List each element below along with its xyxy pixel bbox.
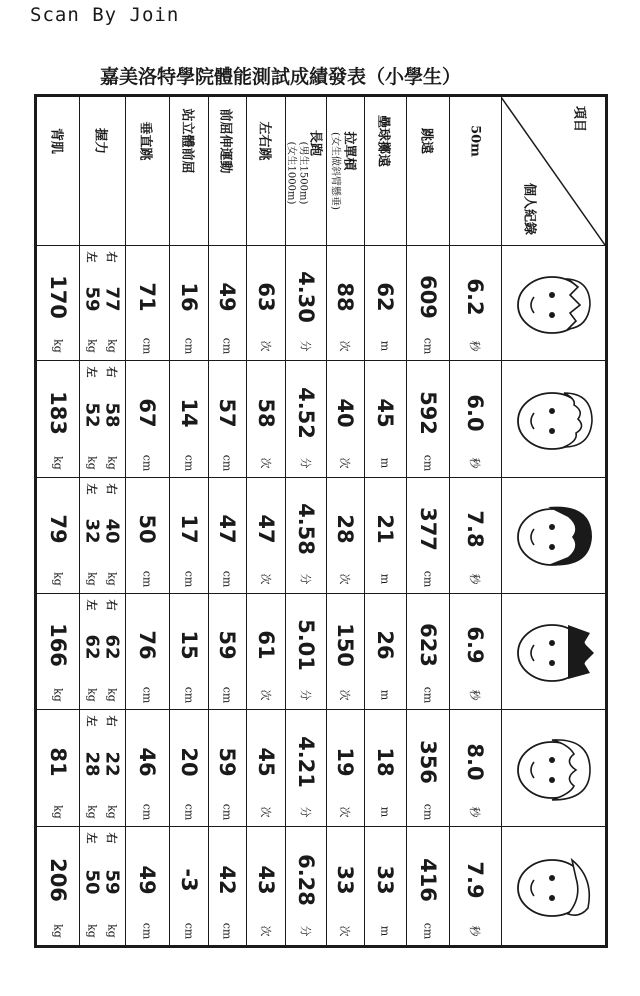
result-unit: 次	[258, 925, 272, 937]
result-cell	[125, 477, 169, 593]
grip-left-unit: kg	[85, 339, 99, 353]
result-unit: kg	[51, 924, 65, 938]
header-corner-cell	[501, 97, 605, 245]
grip-right-unit: kg	[105, 339, 119, 353]
result-cell	[406, 826, 449, 945]
result-unit: 次	[338, 925, 351, 937]
result-unit: 次	[338, 457, 351, 469]
grip-right-label: 右	[105, 715, 118, 727]
student-face-cell	[501, 709, 605, 826]
result-value: 150	[333, 623, 357, 667]
result-cell	[285, 245, 326, 360]
item-label: 握力	[92, 127, 108, 155]
result-value: 88	[333, 281, 357, 312]
result-cell	[364, 593, 406, 709]
student-face-cell	[501, 245, 605, 360]
result-value: 7.9	[463, 860, 487, 899]
grip-right-value: 62	[101, 634, 123, 660]
result-value: 50	[135, 514, 159, 544]
item-label: 跳遠	[418, 127, 433, 155]
result-cell	[37, 826, 79, 945]
result-unit: cm	[421, 337, 434, 355]
grip-left-value: 52	[81, 401, 103, 428]
item-label-sub: (男生1500m)	[297, 141, 308, 205]
result-unit: kg	[51, 572, 65, 586]
result-value: 19	[333, 746, 357, 777]
result-unit: cm	[140, 686, 154, 704]
result-cell	[37, 477, 79, 593]
result-unit: cm	[220, 922, 234, 940]
student-4-face	[508, 613, 598, 693]
result-cell	[125, 593, 169, 709]
result-unit: 次	[338, 340, 351, 352]
result-unit: 次	[338, 573, 351, 585]
result-unit: 秒	[468, 573, 481, 585]
grip-left-label: 左	[85, 599, 98, 611]
result-unit: cm	[182, 803, 195, 821]
result-cell	[125, 709, 169, 826]
result-cell	[169, 477, 208, 593]
result-unit: 次	[338, 689, 351, 701]
item-label-sub: (女生做斜臂懸垂)	[329, 132, 341, 210]
result-cell	[406, 477, 449, 593]
result-value: 4.30	[293, 270, 318, 323]
grip-right-value: 58	[101, 401, 123, 428]
grip-left-value: 59	[81, 285, 103, 312]
result-value: 5.01	[293, 619, 318, 671]
result-cell	[364, 709, 406, 826]
result-unit: kg	[51, 805, 65, 819]
item-label: 拉單槓	[341, 131, 357, 171]
result-unit: 分	[298, 340, 312, 352]
result-cell	[125, 826, 169, 945]
result-unit: 次	[258, 573, 272, 585]
result-value: 46	[135, 746, 159, 777]
result-cell	[364, 360, 406, 477]
student-2-face	[508, 381, 598, 461]
grip-left-unit: kg	[85, 924, 99, 938]
result-value: 76	[135, 630, 159, 660]
item-label-cell	[326, 97, 364, 245]
result-unit: 秒	[468, 457, 481, 469]
result-value: 17	[176, 514, 201, 544]
result-unit: 次	[258, 340, 272, 352]
item-label: 長跑	[307, 129, 322, 157]
grip-left-value: 32	[81, 518, 103, 544]
grip-right-label: 右	[105, 832, 118, 844]
result-value: 59	[215, 630, 239, 660]
result-value: 57	[215, 397, 239, 428]
result-value: 623	[415, 623, 440, 667]
result-value: 6.2	[463, 277, 487, 316]
item-label: 背肌	[48, 127, 64, 155]
result-value: 15	[176, 630, 201, 660]
grip-left-unit: kg	[85, 805, 99, 819]
page-title: 嘉美洛特學院體能測試成績發表（小學生）	[100, 66, 462, 88]
student-3-face	[508, 497, 598, 577]
result-cell	[79, 245, 125, 360]
item-label: 左右跳	[256, 121, 271, 161]
result-cell	[169, 593, 208, 709]
result-unit: cm	[182, 922, 195, 940]
grip-left-label: 左	[85, 483, 98, 495]
result-cell	[246, 245, 285, 360]
result-value: 4.52	[293, 386, 318, 439]
item-label: 站立體前屈	[179, 108, 194, 174]
item-label-cell	[406, 97, 449, 245]
item-label-cell	[285, 97, 326, 245]
result-value: 356	[415, 739, 440, 784]
result-unit: cm	[220, 454, 234, 472]
student-face-cell	[501, 360, 605, 477]
result-unit: cm	[182, 686, 195, 704]
result-cell	[79, 826, 125, 945]
student-6-face	[508, 848, 598, 928]
result-unit: 秒	[468, 689, 481, 701]
result-unit: m	[378, 806, 392, 818]
grip-right-value: 40	[101, 518, 123, 544]
result-unit: cm	[182, 570, 195, 588]
result-unit: cm	[220, 570, 234, 588]
result-value: 8.0	[463, 742, 487, 781]
item-label-cell	[125, 97, 169, 245]
result-value: 40	[333, 397, 357, 428]
result-value: 42	[215, 864, 239, 895]
result-cell	[285, 360, 326, 477]
result-cell	[449, 709, 501, 826]
grip-left-label: 左	[85, 832, 98, 844]
result-value: 7.8	[463, 510, 487, 548]
result-unit: 分	[298, 689, 312, 701]
result-cell	[449, 245, 501, 360]
result-unit: cm	[182, 454, 195, 472]
result-unit: cm	[421, 686, 434, 704]
item-label: 前屈伸運動	[217, 108, 233, 174]
result-unit: 次	[258, 457, 272, 469]
result-cell	[326, 826, 364, 945]
result-cell	[285, 826, 326, 945]
result-value: 59	[215, 746, 239, 777]
result-value: 26	[373, 630, 397, 660]
result-cell	[169, 245, 208, 360]
result-unit: m	[378, 925, 392, 937]
grip-left-label: 左	[85, 715, 98, 727]
grip-left-value: 28	[81, 750, 103, 777]
item-label-cell	[37, 97, 79, 245]
result-value: 206	[46, 857, 70, 902]
result-cell	[326, 709, 364, 826]
result-cell	[449, 360, 501, 477]
result-unit: cm	[220, 337, 234, 355]
result-cell	[449, 826, 501, 945]
result-cell	[79, 709, 125, 826]
grip-right-label: 右	[105, 251, 118, 263]
result-cell	[169, 360, 208, 477]
result-unit: m	[378, 340, 392, 352]
result-unit: cm	[421, 454, 434, 472]
result-value: 81	[46, 746, 70, 777]
result-value: 63	[253, 281, 278, 312]
grip-left-unit: kg	[85, 456, 99, 470]
result-unit: kg	[51, 688, 65, 702]
result-value: 21	[373, 514, 397, 544]
result-cell	[208, 826, 246, 945]
result-value: 377	[415, 507, 440, 551]
result-cell	[364, 245, 406, 360]
result-value: 62	[373, 281, 397, 312]
result-cell	[364, 826, 406, 945]
result-value: 6.9	[463, 626, 487, 664]
result-cell	[246, 360, 285, 477]
result-cell	[406, 360, 449, 477]
result-cell	[208, 477, 246, 593]
grip-left-label: 左	[85, 366, 98, 378]
grip-left-label: 左	[85, 251, 98, 263]
grip-right-label: 右	[105, 599, 118, 611]
result-unit: 秒	[468, 806, 481, 818]
item-label: 壘球擲遠	[375, 114, 391, 168]
item-label-cell	[449, 97, 501, 245]
item-label-sub: (女生1000m)	[285, 141, 296, 205]
result-cell	[208, 360, 246, 477]
result-value: 58	[253, 397, 278, 428]
result-cell	[326, 245, 364, 360]
grip-right-unit: kg	[105, 456, 119, 470]
result-cell	[208, 709, 246, 826]
result-cell	[37, 709, 79, 826]
result-value: 170	[46, 274, 70, 319]
result-unit: cm	[421, 922, 434, 940]
result-value: 45	[373, 397, 397, 428]
result-cell	[79, 593, 125, 709]
item-label-cell	[246, 97, 285, 245]
result-unit: 次	[338, 806, 351, 818]
result-unit: cm	[140, 454, 154, 472]
result-unit: cm	[421, 803, 434, 821]
result-unit: 分	[298, 806, 312, 818]
result-cell	[169, 826, 208, 945]
result-unit: cm	[220, 803, 234, 821]
result-value: 67	[135, 397, 159, 428]
result-cell	[208, 593, 246, 709]
student-face-cell	[501, 477, 605, 593]
result-cell	[125, 360, 169, 477]
result-unit: kg	[51, 339, 65, 353]
fitness-results-table	[34, 94, 608, 948]
result-cell	[79, 477, 125, 593]
result-cell	[37, 593, 79, 709]
result-cell	[449, 477, 501, 593]
header-record-label: 個人紀錄	[521, 182, 537, 236]
result-unit: cm	[421, 570, 434, 588]
result-cell	[246, 826, 285, 945]
result-value: 71	[135, 281, 159, 312]
result-value: 16	[176, 281, 201, 312]
student-face-cell	[501, 593, 605, 709]
result-unit: 秒	[468, 925, 481, 937]
result-unit: 分	[298, 925, 312, 937]
result-value: 14	[176, 397, 201, 428]
result-value: 4.21	[293, 735, 318, 788]
result-cell	[79, 360, 125, 477]
result-unit: cm	[140, 337, 154, 355]
result-unit: cm	[140, 922, 154, 940]
result-unit: m	[378, 573, 392, 585]
result-value: 47	[215, 514, 239, 544]
item-label: 50m	[467, 125, 483, 157]
student-5-face	[508, 730, 598, 810]
result-cell	[169, 709, 208, 826]
grip-right-unit: kg	[105, 572, 119, 586]
result-cell	[406, 593, 449, 709]
grip-right-unit: kg	[105, 805, 119, 819]
result-value: 609	[415, 274, 440, 319]
result-value: 49	[135, 864, 159, 895]
result-value: 61	[253, 630, 278, 660]
result-cell	[246, 593, 285, 709]
grip-right-label: 右	[105, 483, 118, 495]
result-cell	[326, 593, 364, 709]
result-unit: 分	[298, 457, 312, 469]
result-cell	[326, 477, 364, 593]
result-value: 28	[333, 514, 357, 544]
result-cell	[449, 593, 501, 709]
item-label: 垂直跳	[137, 121, 153, 161]
result-value: 416	[415, 857, 440, 902]
student-face-cell	[501, 826, 605, 945]
result-cell	[326, 360, 364, 477]
result-unit: kg	[51, 456, 65, 470]
item-label-cell	[364, 97, 406, 245]
header-item-label: 項目	[571, 105, 587, 133]
item-label-cell	[169, 97, 208, 245]
result-value: 592	[415, 390, 440, 435]
grip-right-value: 77	[101, 285, 123, 312]
result-value: 6.0	[463, 393, 487, 432]
grip-left-unit: kg	[85, 688, 99, 702]
grip-right-label: 右	[105, 366, 118, 378]
result-value: 18	[373, 746, 397, 777]
result-value: 33	[333, 864, 357, 895]
result-value: 49	[215, 281, 239, 312]
result-value: 33	[373, 864, 397, 895]
result-cell	[208, 245, 246, 360]
grip-right-unit: kg	[105, 688, 119, 702]
grip-right-unit: kg	[105, 924, 119, 938]
result-value: 166	[46, 623, 70, 667]
result-cell	[37, 360, 79, 477]
result-cell	[246, 709, 285, 826]
result-unit: 分	[298, 573, 312, 585]
result-unit: 次	[258, 689, 272, 701]
item-label-cell	[208, 97, 246, 245]
result-value: -3	[176, 867, 201, 892]
result-cell	[37, 245, 79, 360]
result-unit: 秒	[468, 340, 481, 352]
result-value: 47	[253, 514, 278, 544]
result-unit: 次	[258, 806, 272, 818]
result-cell	[246, 477, 285, 593]
result-cell	[285, 477, 326, 593]
result-value: 79	[46, 514, 70, 544]
result-value: 6.28	[293, 853, 318, 906]
result-value: 183	[46, 390, 70, 435]
result-value: 20	[176, 746, 201, 777]
result-cell	[285, 709, 326, 826]
result-unit: cm	[140, 570, 154, 588]
item-label-cell	[79, 97, 125, 245]
result-unit: m	[378, 457, 392, 469]
result-unit: cm	[140, 803, 154, 821]
grip-right-value: 59	[101, 868, 123, 895]
result-cell	[406, 245, 449, 360]
result-cell	[406, 709, 449, 826]
grip-left-value: 62	[81, 634, 103, 660]
grip-left-unit: kg	[85, 572, 99, 586]
grip-left-value: 50	[81, 868, 103, 895]
result-value: 43	[253, 864, 278, 895]
result-unit: cm	[182, 337, 195, 355]
result-unit: cm	[220, 686, 234, 704]
scan-watermark: Scan By Join	[30, 4, 180, 26]
result-value: 4.58	[293, 503, 318, 555]
grip-right-value: 22	[101, 750, 123, 777]
result-value: 45	[253, 746, 278, 777]
result-cell	[364, 477, 406, 593]
result-cell	[125, 245, 169, 360]
result-cell	[285, 593, 326, 709]
result-unit: m	[378, 689, 392, 701]
student-1-face	[508, 265, 598, 345]
